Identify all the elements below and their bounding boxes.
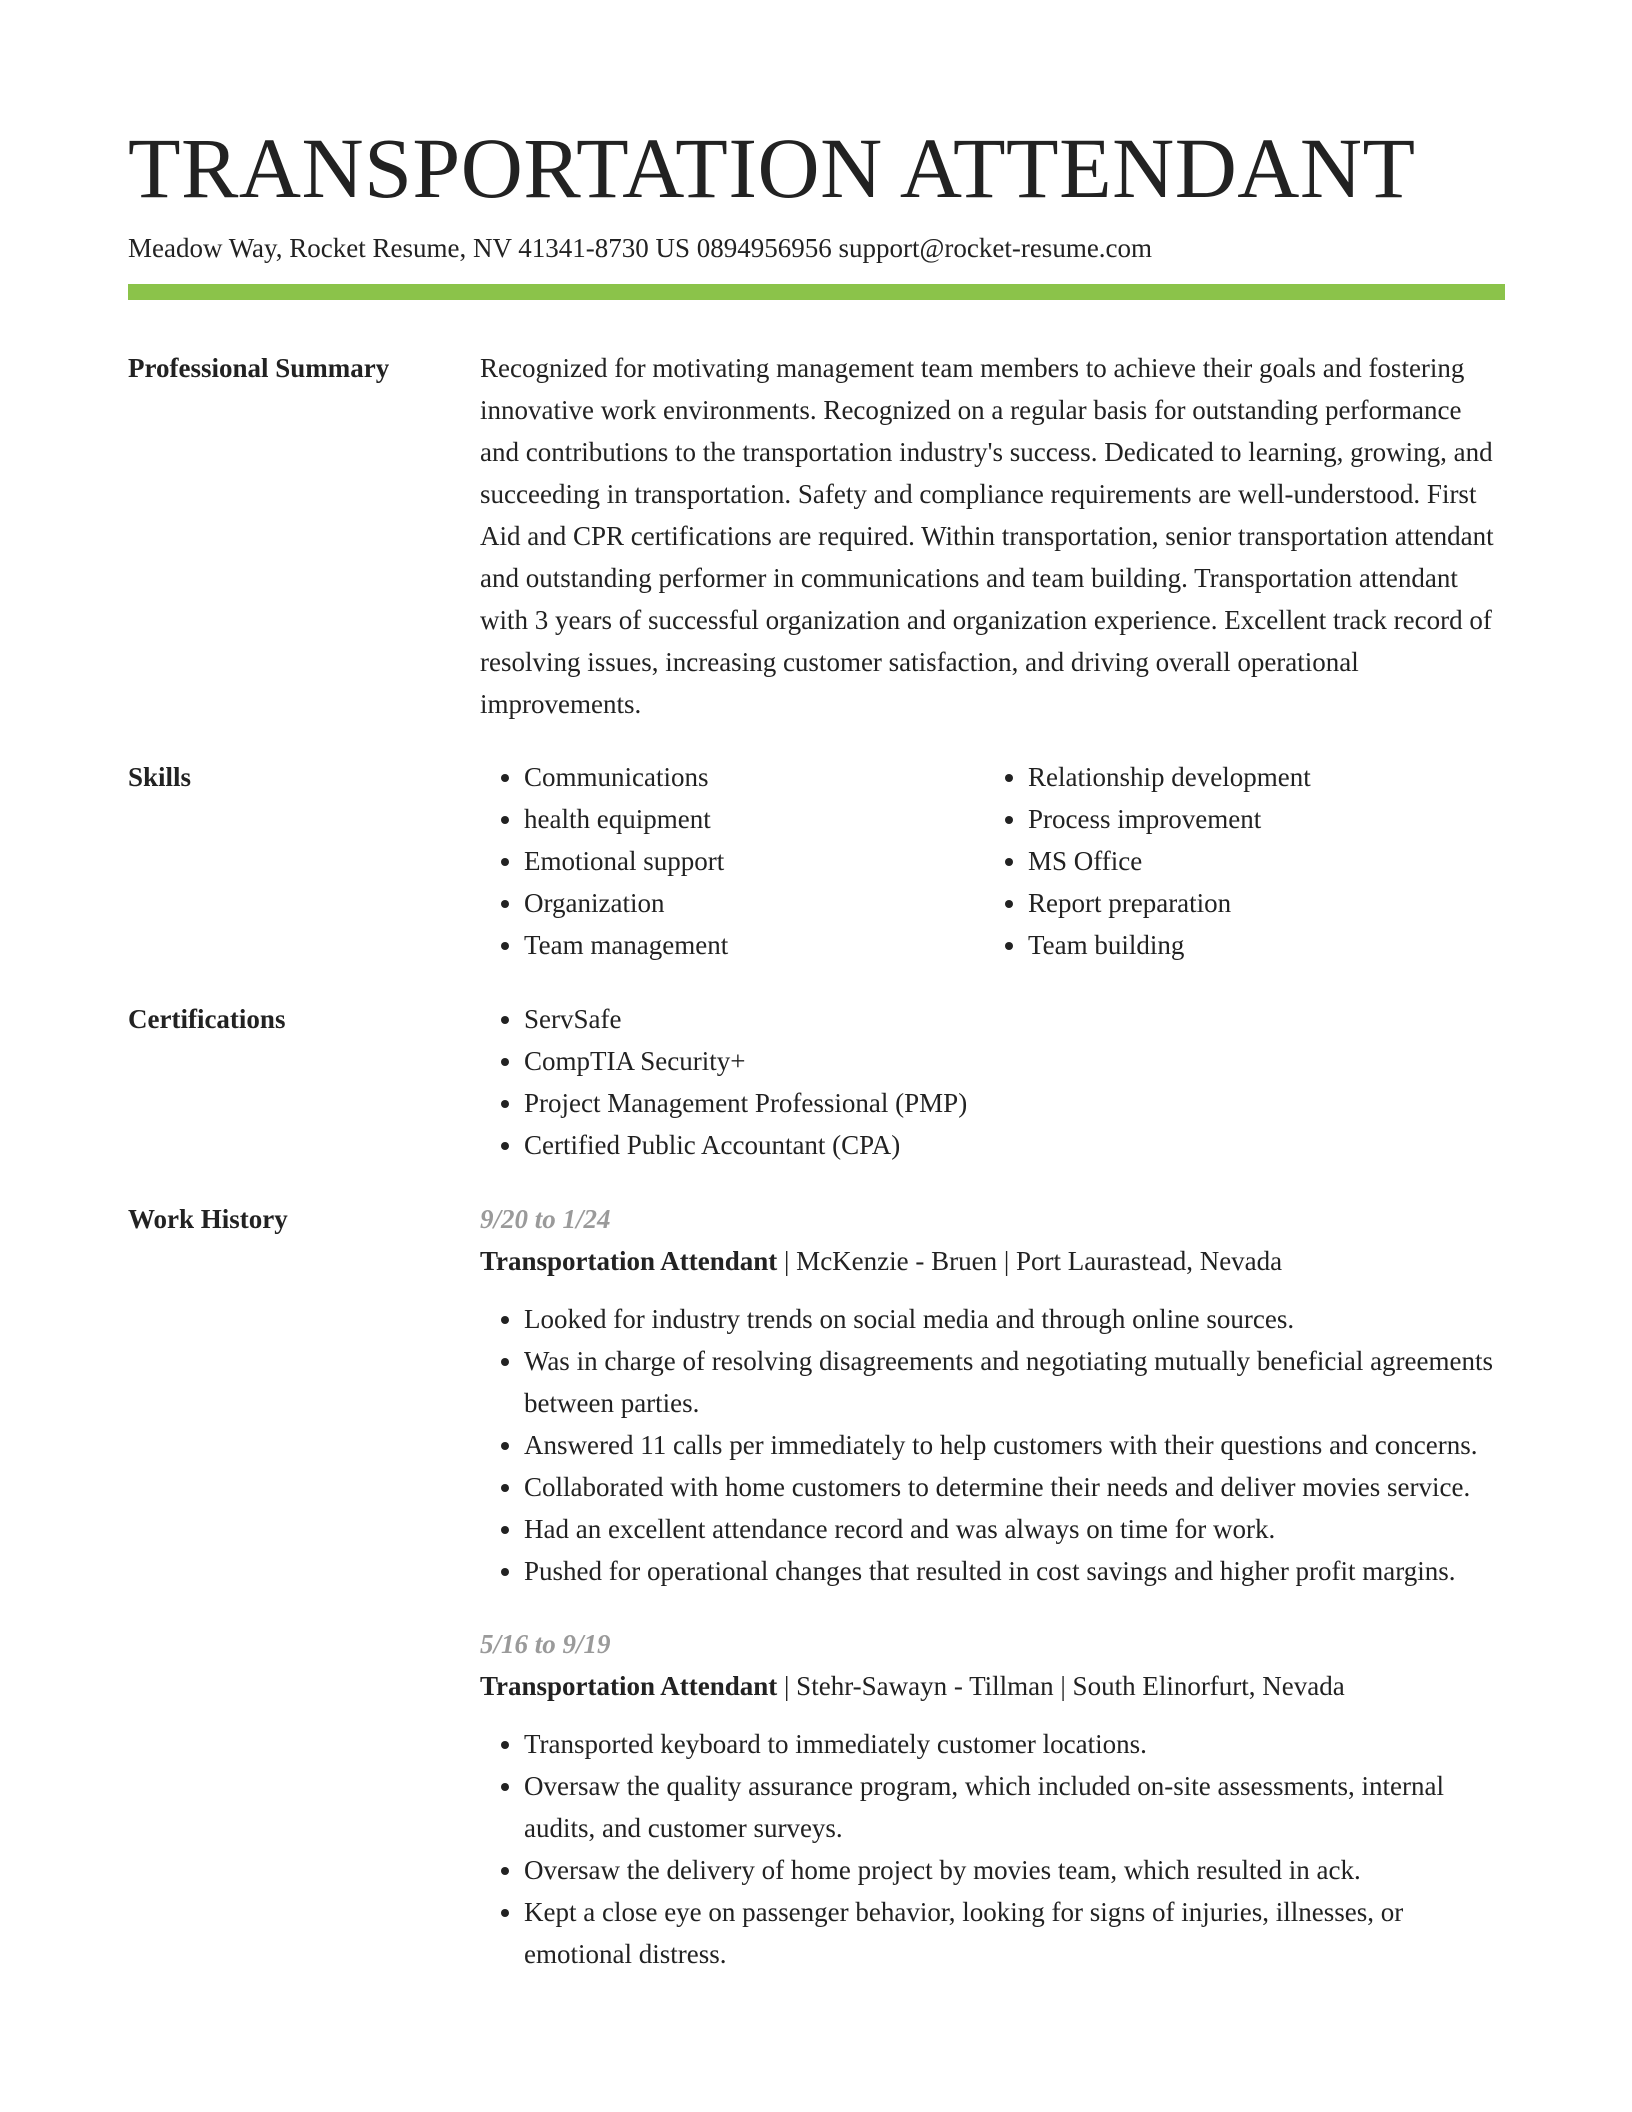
contact-line: Meadow Way, Rocket Resume, NV 41341-8730 US 0894956956 support@rocket-resume.com <box>128 233 1153 263</box>
summary-body <box>480 347 1505 725</box>
certification-item: • CompTIA Security+ <box>524 1040 1505 1082</box>
certifications-body <box>480 998 1505 1166</box>
skill-item: • Communications <box>524 756 984 798</box>
job-duty: • Pushed for operational changes that resulted in cost savings and higher profit margins. <box>524 1550 1505 1592</box>
job-employer-location: | Stehr-Sawayn - Tillman | South Elinorfurt, Nevada <box>777 1671 1345 1701</box>
job-entry <box>480 1198 1505 1592</box>
certification-item: • ServSafe <box>524 998 1505 1040</box>
certification-item: • Project Management Professional (PMP) <box>524 1082 1505 1124</box>
certifications-section <box>128 998 1505 1166</box>
summary-section <box>128 347 1505 725</box>
summary-heading: Professional Summary <box>128 353 390 383</box>
job-heading <box>480 1665 1505 1707</box>
skill-item: • Emotional support <box>524 840 984 882</box>
certifications-list <box>480 998 1505 1166</box>
job-entry <box>480 1623 1505 1975</box>
skill-item: • Relationship development <box>1028 756 1488 798</box>
job-duty: • Looked for industry trends on social media and through online sources. <box>524 1298 1505 1340</box>
job-duties-list <box>480 1298 1505 1592</box>
accent-divider <box>128 284 1505 300</box>
job-duties-list <box>480 1723 1505 1975</box>
job-title: Transportation Attendant <box>480 1671 778 1701</box>
skills-list-right <box>984 756 1488 966</box>
skill-item: • Report preparation <box>1028 882 1488 924</box>
skills-column-right <box>984 756 1488 966</box>
skills-list-left <box>480 756 984 966</box>
job-heading <box>480 1240 1505 1282</box>
resume-page <box>128 118 1505 1975</box>
job-duty: • Collaborated with home customers to determine their needs and deliver movies service. <box>524 1466 1505 1508</box>
job-dates: 9/20 to 1/24 <box>480 1204 611 1234</box>
job-duty: • Oversaw the quality assurance program, which included on-site assessments, internal audits, and customer surveys. <box>524 1765 1505 1849</box>
skill-item: • Process improvement <box>1028 798 1488 840</box>
skill-item: • Team building <box>1028 924 1488 966</box>
job-title: Transportation Attendant <box>480 1246 778 1276</box>
job-duty: • Had an excellent attendance record and was always on time for work. <box>524 1508 1505 1550</box>
skill-item: • MS Office <box>1028 840 1488 882</box>
job-duty: • Oversaw the delivery of home project by movies team, which resulted in ack. <box>524 1849 1505 1891</box>
job-duty: • Was in charge of resolving disagreements and negotiating mutually beneficial agreements between parties. <box>524 1340 1505 1424</box>
skill-item: • Organization <box>524 882 984 924</box>
job-employer-location: | McKenzie - Bruen | Port Laurastead, Nevada <box>777 1246 1283 1276</box>
certification-item: • Certified Public Accountant (CPA) <box>524 1124 1505 1166</box>
work-history-heading: Work History <box>128 1204 288 1234</box>
candidate-name: TRANSPORTATION ATTENDANT <box>128 120 1416 216</box>
job-duty: • Kept a close eye on passenger behavior, looking for signs of injuries, illnesses, or emotional distress. <box>524 1891 1505 1975</box>
work-history-section <box>128 1198 1505 1975</box>
skill-item: • Team management <box>524 924 984 966</box>
skills-section <box>128 756 1505 966</box>
job-dates: 5/16 to 9/19 <box>480 1629 611 1659</box>
skills-grid <box>480 756 1505 966</box>
skills-heading: Skills <box>128 762 192 792</box>
certifications-heading: Certifications <box>128 1004 286 1034</box>
job-duty: • Answered 11 calls per immediately to help customers with their questions and concerns. <box>524 1424 1505 1466</box>
skill-item: • health equipment <box>524 798 984 840</box>
summary-text: Recognized for motivating management team members to achieve their goals and fostering innovative work environments. Recognized on a regular basis for outstanding performance and contributions to the transportation industry's success. Dedicated to learning, growing, and succeeding in transportation. Safety and compliance requirements are well-understood. First Aid and CPR certifications are required. Within transportation, senior transportation attendant and outstanding performer in communications and team building. Transportation attendant with 3 years of successful organization and organization experience. Excellent track record of resolving issues, increasing customer satisfaction, and driving overall operational improvements. <box>480 353 1494 719</box>
skills-body <box>480 756 1505 966</box>
skills-column-left <box>480 756 984 966</box>
job-duty: • Transported keyboard to immediately customer locations. <box>524 1723 1505 1765</box>
work-history-body <box>480 1198 1505 1975</box>
